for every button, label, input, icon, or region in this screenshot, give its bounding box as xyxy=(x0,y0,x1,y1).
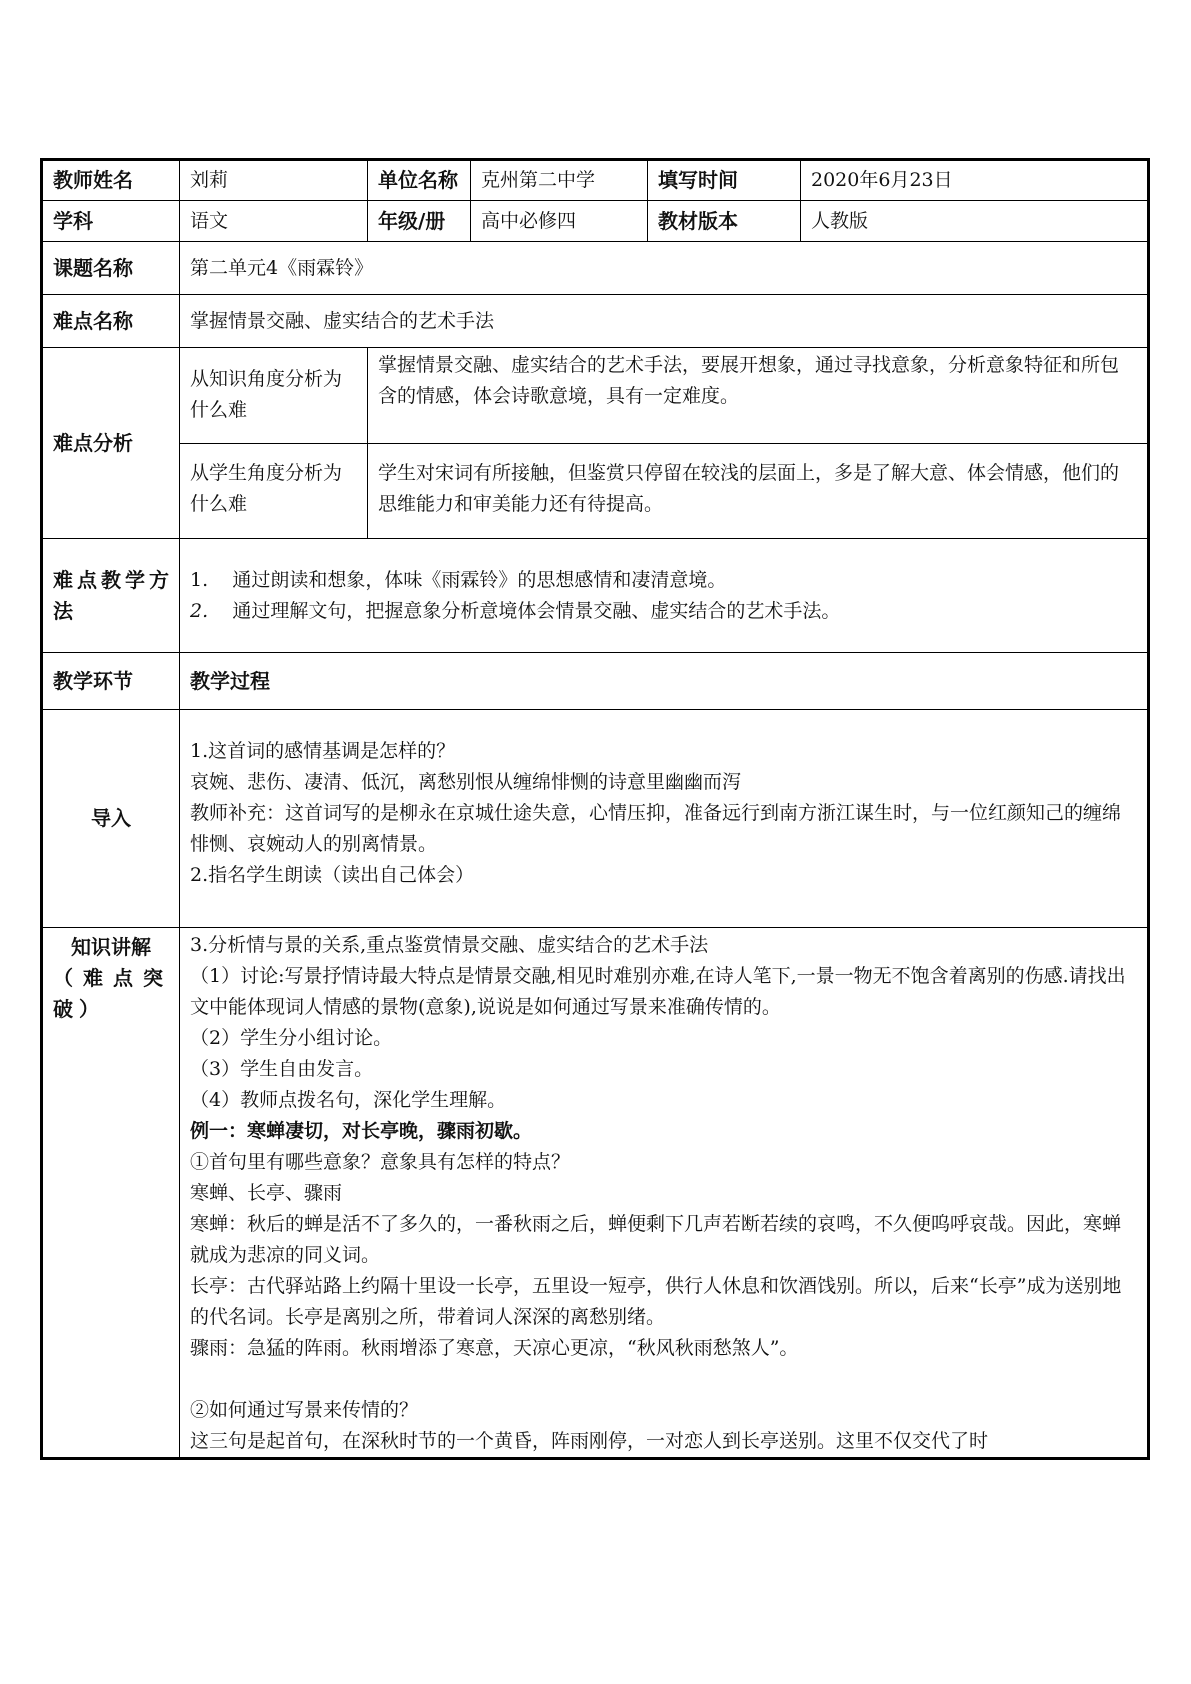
knowledge-angle-label: 从知识角度分析为什么难 xyxy=(180,348,368,444)
pavilion-explanation: 长亭：古代驿站路上约隔十里设一长亭，五里设一短亭，供行人休息和饮酒饯别。所以，后来“长亭”成为送别地的代名词。长亭是离别之所，带着词人深深的离愁别绪。 xyxy=(190,1275,1122,1328)
header-row-2 xyxy=(42,201,1149,242)
intro-line-4: 2.指名学生朗读（读出自己体会） xyxy=(190,864,475,886)
edition-value: 人教版 xyxy=(801,201,1149,242)
question-1: ①首句里有哪些意象？意象具有怎样的特点？ xyxy=(190,1151,571,1173)
grade-label: 年级/册 xyxy=(368,201,471,242)
knowledge-angle-text: 掌握情景交融、虚实结合的艺术手法，要展开想象，通过寻找意象，分析意象特征和所包含的情感，体会诗歌意境，具有一定难度。 xyxy=(368,348,1149,444)
lesson-plan-page xyxy=(40,158,1147,1460)
grade-value: 高中必修四 xyxy=(471,201,648,242)
method-item-1-text: 通过朗读和想象，体味《雨霖铃》的思想感情和凄清意境。 xyxy=(232,568,727,591)
method-item-1-num: 1. xyxy=(190,568,209,591)
subject-label: 学科 xyxy=(42,201,180,242)
student-angle-text: 学生对宋词有所接触，但鉴赏只停留在较浅的层面上，多是了解大意、体会情感，他们的思维能力和审美能力还有待提高。 xyxy=(368,444,1149,539)
unit-label: 单位名称 xyxy=(368,160,471,201)
intro-label: 导入 xyxy=(42,710,180,928)
intro-content xyxy=(180,710,1149,928)
knowledge-row xyxy=(42,928,1149,1459)
student-angle-label: 从学生角度分析为什么难 xyxy=(180,444,368,539)
analysis-knowledge-row xyxy=(42,348,1149,444)
edition-label: 教材版本 xyxy=(648,201,801,242)
difficulty-value: 掌握情景交融、虚实结合的艺术手法 xyxy=(180,295,1149,348)
cicada-explanation: 寒蝉：秋后的蝉是活不了多久的，一番秋雨之后，蝉便剩下几声若断若续的哀鸣，不久便呜呼哀哉。因此，寒蝉就成为悲凉的同义词。 xyxy=(190,1213,1122,1266)
method-item-2-num: 2. xyxy=(190,599,209,622)
knowledge-line-3: （2）学生分小组讨论。 xyxy=(190,1027,393,1049)
blank-line xyxy=(190,1364,1137,1395)
example-title: 例一：寒蝉凄切，对长亭晚，骤雨初歇。 xyxy=(190,1120,533,1142)
question-2-answer: 这三句是起首句，在深秋时节的一个黄昏，阵雨刚停，一对恋人到长亭送别。这里不仅交代了时 xyxy=(190,1430,989,1452)
difficulty-label: 难点名称 xyxy=(42,295,180,348)
subject-value: 语文 xyxy=(180,201,368,242)
method-label: 难点教学方法 xyxy=(42,539,180,653)
question-2: ②如何通过写景来传情的？ xyxy=(190,1399,419,1421)
topic-label: 课题名称 xyxy=(42,242,180,295)
intro-line-1: 1.这首词的感情基调是怎样的？ xyxy=(190,740,456,762)
knowledge-content xyxy=(180,928,1149,1459)
knowledge-label-line-1: 知识讲解 xyxy=(71,935,151,959)
header-row-1 xyxy=(42,160,1149,201)
process-header-row xyxy=(42,653,1149,710)
knowledge-line-1: 3.分析情与景的关系,重点鉴赏情景交融、虚实结合的艺术手法 xyxy=(190,934,709,956)
intro-line-2: 哀婉、悲伤、凄清、低沉，离愁别恨从缠绵悱恻的诗意里幽幽而泻 xyxy=(190,771,742,793)
rain-explanation: 骤雨：急猛的阵雨。秋雨增添了寒意，天凉心更凉，“秋风秋雨愁煞人”。 xyxy=(190,1337,799,1359)
intro-line-3: 教师补充：这首词写的是柳永在京城仕途失意，心情压抑，准备远行到南方浙江谋生时，与一位红颜知己的缠绵悱恻、哀婉动人的别离情景。 xyxy=(190,802,1122,855)
analysis-student-row xyxy=(42,444,1149,539)
knowledge-label-cell xyxy=(42,928,180,1459)
teacher-label: 教师姓名 xyxy=(42,160,180,201)
images-list: 寒蝉、长亭、骤雨 xyxy=(190,1182,343,1204)
method-item-2 xyxy=(190,596,1137,627)
method-item-1 xyxy=(190,565,1137,596)
intro-row xyxy=(42,710,1149,928)
knowledge-line-2: （1）讨论:写景抒情诗最大特点是情景交融,相见时难别亦难,在诗人笔下,一景一物无不饱含着离别的伤感.请找出文中能体现词人情感的景物(意象),说说是如何通过写景来准确传情的。 xyxy=(190,965,1126,1018)
method-item-2-text: 通过理解文句，把握意象分析意境体会情景交融、虚实结合的艺术手法。 xyxy=(232,599,841,622)
date-value: 2020年6月23日 xyxy=(801,160,1149,201)
method-list xyxy=(180,539,1149,653)
lesson-plan-table xyxy=(40,158,1150,1460)
topic-row xyxy=(42,242,1149,295)
knowledge-line-4: （3）学生自由发言。 xyxy=(190,1058,374,1080)
difficulty-row xyxy=(42,295,1149,348)
knowledge-label-line-2: （难点突破） xyxy=(53,966,169,1021)
topic-value: 第二单元4《雨霖铃》 xyxy=(180,242,1149,295)
process-header: 教学过程 xyxy=(180,653,1149,710)
stage-header: 教学环节 xyxy=(42,653,180,710)
analysis-label: 难点分析 xyxy=(42,348,180,539)
method-row xyxy=(42,539,1149,653)
teacher-value: 刘莉 xyxy=(180,160,368,201)
date-label: 填写时间 xyxy=(648,160,801,201)
unit-value: 克州第二中学 xyxy=(471,160,648,201)
knowledge-line-5: （4）教师点拨名句，深化学生理解。 xyxy=(190,1089,507,1111)
